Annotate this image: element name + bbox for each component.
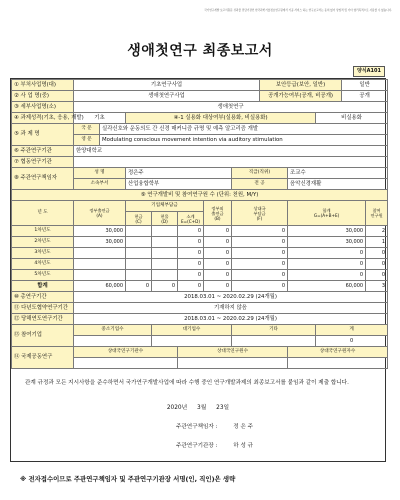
budget-total: 30,000	[288, 226, 366, 237]
security-label: 보안등급(보안, 일반)	[260, 80, 342, 91]
budget-cash	[126, 270, 152, 281]
host-label: ⑥ 주관연구기관	[12, 146, 74, 157]
participants-sme-value	[74, 336, 152, 347]
current-year-value: 2018.03.01 ~ 2020.02.29 (24개월)	[74, 314, 388, 325]
budget-year: 1차년도	[12, 226, 74, 237]
budget-gov-header: 정부출연금 (A)	[74, 201, 126, 226]
date-year: 2020년	[166, 405, 188, 411]
host-value: 한양대학교	[74, 146, 388, 157]
budget-people: 0	[366, 248, 388, 259]
budget-year-header: 년 도	[12, 201, 74, 226]
project-value: 생애첫연구사업	[74, 91, 260, 102]
budget-subtotal: 0	[178, 226, 204, 237]
row-task-kor	[12, 124, 388, 135]
row-period	[12, 292, 388, 303]
pi-name-value: 정은주	[126, 168, 232, 179]
program-label: ① 부처사업명(대)	[12, 80, 74, 91]
budget-sum-people: 3	[366, 281, 388, 292]
budget-sum-inkind: 0	[152, 281, 178, 292]
report-form	[10, 78, 386, 462]
budget-local: 0	[232, 248, 288, 259]
task-label: ⑤ 과 제 명	[12, 124, 74, 146]
budget-other: 0	[204, 248, 232, 259]
budget-subtotal: 0	[178, 237, 204, 248]
date-month: 3월	[197, 405, 207, 411]
participants-total-header: 계	[316, 325, 388, 336]
row-project	[12, 91, 388, 102]
budget-subtotal-header: 소계 E=(C+D)	[178, 212, 204, 226]
budget-cash	[126, 226, 152, 237]
budget-other-header: 정부외 출연금 (B)	[204, 201, 232, 226]
pi-signature-line	[11, 422, 385, 430]
participants-large-value	[152, 336, 232, 347]
budget-other: 0	[204, 226, 232, 237]
submission-date	[11, 402, 385, 411]
row-budget-head-1	[12, 201, 388, 212]
budget-sum-subtotal: 0	[178, 281, 204, 292]
budget-inkind	[152, 270, 178, 281]
budget-row	[12, 237, 388, 248]
head-signature-line	[11, 441, 385, 449]
budget-total: 30,000	[288, 237, 366, 248]
budget-local: 0	[232, 270, 288, 281]
budget-other: 0	[204, 270, 232, 281]
budget-gov: 30,000	[74, 237, 126, 248]
row-research-type	[12, 113, 388, 124]
period-label: ⑩ 총연구기간	[12, 292, 74, 303]
pi-label: ⑧ 주관연구책임자	[12, 168, 74, 190]
head-signature-label: 주관연구기관장 :	[176, 443, 218, 449]
budget-people: 1	[366, 237, 388, 248]
budget-total: 0	[288, 248, 366, 259]
international-participant-header: 상대국연구원자수	[288, 347, 388, 358]
budget-year: 5차년도	[12, 270, 74, 281]
budget-total: 0	[288, 259, 366, 270]
budget-gov	[74, 259, 126, 270]
budget-people: 2	[366, 226, 388, 237]
pi-major-value: 음악신경재활	[288, 179, 388, 190]
budget-inkind	[152, 248, 178, 259]
budget-sum-local: 0	[232, 281, 288, 292]
budget-people: 0	[366, 270, 388, 281]
budget-cash-header: 현금 (C)	[126, 212, 152, 226]
period-value: 2018.03.01 ~ 2020.02.29 (24개월)	[74, 292, 388, 303]
program-value: 기초연구사업	[74, 80, 260, 91]
participants-label: ⑬ 참여기업	[12, 325, 74, 347]
budget-gov	[74, 270, 126, 281]
task-eng-value: Modulating conscious movement intention via auditory stimulation	[100, 135, 388, 146]
budget-year: 3차년도	[12, 248, 74, 259]
row-international-head	[12, 347, 388, 358]
international-label: ⑭ 국제공동연구	[12, 347, 74, 369]
budget-row	[12, 270, 388, 281]
pi-dept-label: 소속부서	[74, 179, 126, 190]
multi-year-value: 기재하지 않음	[74, 303, 388, 314]
budget-sum-other: 0	[204, 281, 232, 292]
budget-sum-total: 60,000	[288, 281, 366, 292]
budget-section-label: ⑨ 연구개발비 및 참여연구원 수 (단위: 천원, M/Y)	[12, 190, 388, 201]
budget-cash	[126, 237, 152, 248]
task-kor-label: 국 문	[74, 124, 100, 135]
pi-rank-label: 직급(직위)	[232, 168, 288, 179]
disclosure-value: 공개	[342, 91, 388, 102]
budget-year: 2차년도	[12, 237, 74, 248]
row-host	[12, 146, 388, 157]
budget-people-header: 참여 연구원	[366, 201, 388, 226]
practical-label: ④-1 실용화 대상여부(실용화, 비실용화)	[126, 113, 316, 124]
security-value: 일반	[342, 80, 388, 91]
row-multi-year	[12, 303, 388, 314]
pi-signature-label: 주관연구책임자 :	[176, 424, 218, 430]
budget-row	[12, 259, 388, 270]
task-kor-value: 실각신호와 운동의도 간 신경 매커니즘 규명 및 예측 알고리즘 개발	[100, 124, 388, 135]
budget-row	[12, 248, 388, 259]
international-participant-value	[288, 358, 388, 369]
project-label: ② 사 업 명(중)	[12, 91, 74, 102]
participants-other-header: 기타	[232, 325, 316, 336]
budget-inkind	[152, 259, 178, 270]
international-researcher-header: 상대국연구원수	[178, 347, 288, 358]
budget-subtotal: 0	[178, 259, 204, 270]
row-budget-title	[12, 190, 388, 201]
row-pi-name	[12, 168, 388, 179]
budget-sum-label: 합계	[12, 281, 74, 292]
pi-dept-value: 산업융합학부	[126, 179, 232, 190]
budget-corp-header: 기업체부담금	[126, 201, 204, 212]
current-year-label: ⑫ 당해연도연구기간	[12, 314, 74, 325]
budget-cash	[126, 248, 152, 259]
row-partner	[12, 157, 388, 168]
budget-subtotal: 0	[178, 248, 204, 259]
research-type-label: ④ 과제성격(기초, 응용, 개발)	[12, 113, 74, 124]
budget-total-header: 합계 G=(A+B+E)	[288, 201, 366, 226]
form-code-badge: 양식A101	[353, 66, 385, 77]
budget-subtotal: 0	[178, 270, 204, 281]
pi-major-label: 전 공	[232, 179, 288, 190]
subproject-label: ③ 세부사업명(소)	[12, 102, 74, 113]
international-inst-value	[74, 358, 178, 369]
budget-year: 4차년도	[12, 259, 74, 270]
budget-gov	[74, 248, 126, 259]
budget-local: 0	[232, 237, 288, 248]
budget-people: 0	[366, 259, 388, 270]
practical-value: 비실용화	[316, 113, 388, 124]
budget-sum-row	[12, 281, 388, 292]
row-participants-head	[12, 325, 388, 336]
research-type-value: 기초	[74, 113, 126, 124]
participants-large-header: 대기업수	[152, 325, 232, 336]
budget-local: 0	[232, 226, 288, 237]
international-researcher-value	[178, 358, 288, 369]
budget-local: 0	[232, 259, 288, 270]
budget-inkind-header: 현물 (D)	[152, 212, 178, 226]
disclosure-label: 공개가능여부(공개, 비공개)	[260, 91, 342, 102]
budget-local-header: 상대국 부담금 (F)	[232, 201, 288, 226]
row-subproject	[12, 102, 388, 113]
budget-row	[12, 226, 388, 237]
row-program	[12, 80, 388, 91]
multi-year-label: ⑪ 다년도협약연구기간	[12, 303, 74, 314]
budget-total: 0	[288, 270, 366, 281]
budget-gov: 30,000	[74, 226, 126, 237]
task-eng-label: 영 문	[74, 135, 100, 146]
budget-other: 0	[204, 237, 232, 248]
subproject-value: 생애첫연구	[74, 102, 388, 113]
budget-cash	[126, 259, 152, 270]
head-signature-name: 하 성 규	[233, 443, 254, 449]
pi-rank-value: 조교수	[288, 168, 388, 179]
info-table	[11, 79, 388, 369]
partner-value	[74, 157, 388, 168]
e-submission-note: ※ 전자접수이므로 주관연구책임자 및 주관연구기관장 서명(인, 직인)은 생략	[20, 475, 236, 483]
budget-inkind	[152, 237, 178, 248]
participants-other-value	[232, 336, 316, 347]
partner-label: ⑦ 협동연구기관	[12, 157, 74, 168]
participants-sme-header: 중소기업수	[74, 325, 152, 336]
budget-sum-cash: 0	[126, 281, 152, 292]
date-day: 23일	[216, 405, 230, 411]
pi-name-label: 성 명	[74, 168, 126, 179]
international-inst-header: 상대국연구기관수	[74, 347, 178, 358]
pi-signature-name: 정 은 주	[233, 424, 254, 430]
page-title: 생애첫연구 최종보고서	[127, 43, 273, 59]
budget-inkind	[152, 226, 178, 237]
budget-sum-gov: 60,000	[74, 281, 126, 292]
budget-other: 0	[204, 259, 232, 270]
participants-total-value: 0	[316, 336, 388, 347]
submission-statement: 관계 규정과 모든 지시사항을 준수하면서 국가연구개발사업에 따라 수행 중인 연구개발과제의 최종보고서를 붙임과 같이 제출 합니다.	[25, 380, 349, 386]
row-current-year	[12, 314, 388, 325]
copyright-notice: 국가연구개발 보고서원문 성과물 전담기관인 한국과학기술정보연구원에서 가공·서비스 하는 연구보고서는 동의 없이 상업적 및 기타 영리목적으로 사용할 수 없습니다.	[204, 9, 392, 12]
